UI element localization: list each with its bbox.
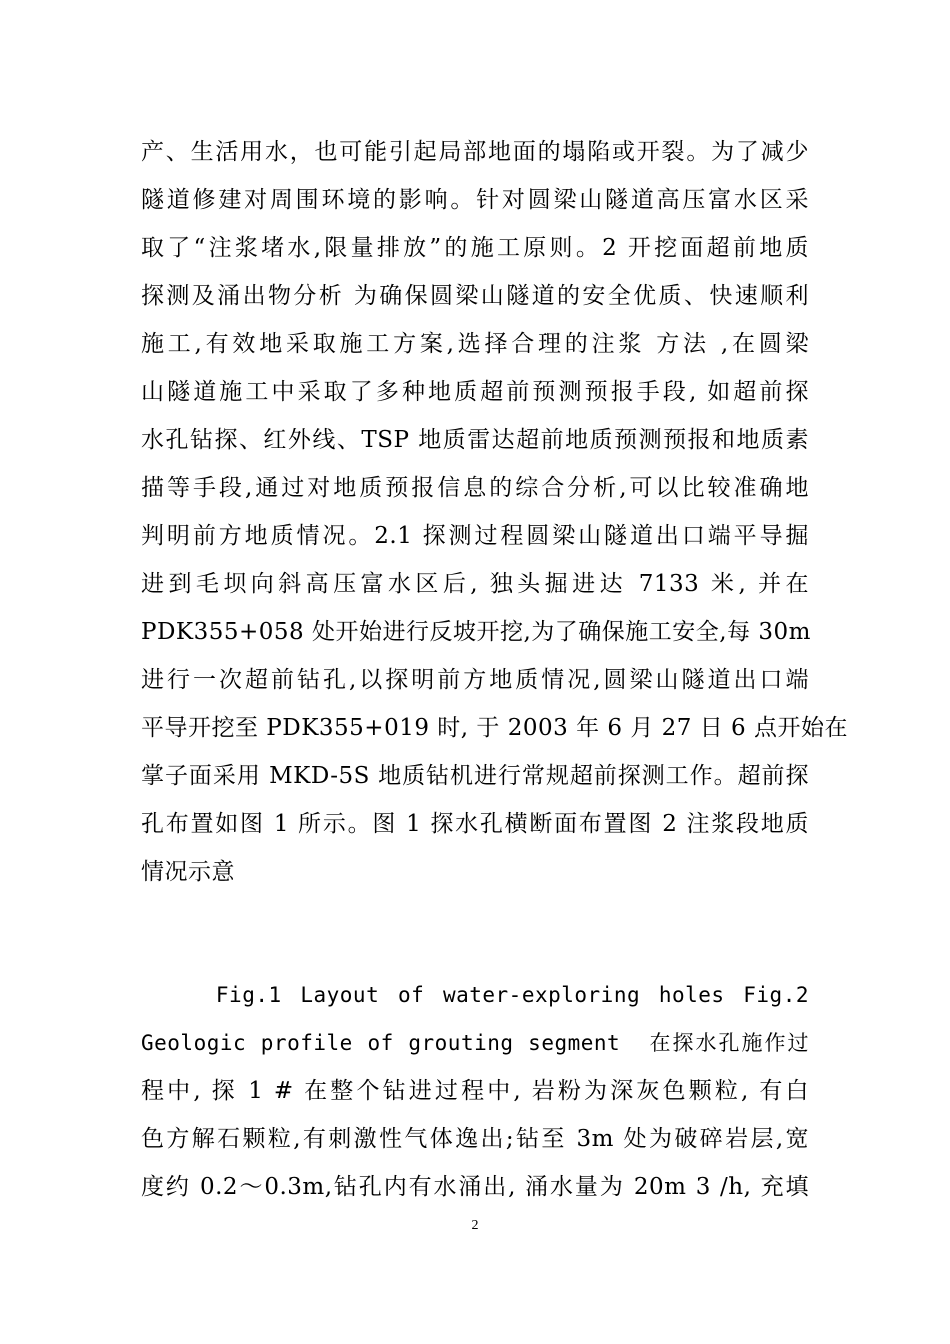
text-line: 平导开挖至 PDK355+019 时, 于 2003 年 6 月 27 日 6 点开始在 [141,715,848,741]
paragraph-1 [141,128,848,896]
text-line: 孔布置如图 1 所示。图 1 探水孔横断面布置图 2 注浆段地质 [141,811,809,837]
text-line: 探测及涌出物分析 为确保圆梁山隧道的安全优质、快速顺利 [141,283,809,309]
text-line: 色方解石颗粒,有刺激性气体逸出;钻至 3m 处为破碎岩层,宽 [141,1126,809,1152]
text-line: 产、生活用水，也可能引起局部地面的塌陷或开裂。为了减少 [141,139,809,165]
text-line: 取了“注浆堵水,限量排放”的施工原则。2 开挖面超前地质 [141,235,809,261]
text-line: 程中, 探 1 # 在整个钻进过程中, 岩粉为深灰色颗粒, 有白 [141,1078,809,1104]
text-line: 进行一次超前钻孔,以探明前方地质情况,圆梁山隧道出口端 [141,667,809,693]
text-line: PDK355+058 处开始进行反坡开挖,为了确保施工安全,每 30m [141,619,811,645]
text-line-caption: Geologic profile of grouting segment 在探水孔施作过 [141,1031,809,1055]
text-line: 水孔钻探、红外线、TSP 地质雷达超前地质预测预报和地质素 [141,427,809,453]
text-line: 判明前方地质情况。2.1 探测过程圆梁山隧道出口端平导掘 [141,523,809,549]
text-line: 掌子面采用 MKD-5S 地质钻机进行常规超前探测工作。超前探 [141,763,809,789]
text-line: 隧道修建对周围环境的影响。针对圆梁山隧道高压富水区采 [141,187,809,213]
text-line: 进到毛坝向斜高压富水区后, 独头掘进达 7133 米, 并在 [141,571,809,597]
text-line: 度约 0.2～0.3m,钻孔内有水涌出, 涌水量为 20m 3 /h, 充填 [141,1174,809,1200]
text-line-caption: Fig.1 Layout of water-exploring holes Fig.2 [141,983,809,1007]
paragraph-2 [141,971,809,1211]
page-number: 2 [471,1218,479,1233]
text-line: 施工,有效地采取施工方案,选择合理的注浆 方法 ,在圆梁 [141,331,809,357]
text-line: 描等手段,通过对地质预报信息的综合分析,可以比较准确地 [141,475,809,501]
text-line: 情况示意 [141,859,235,885]
text-line: 山隧道施工中采取了多种地质超前预测预报手段, 如超前探 [141,379,809,405]
